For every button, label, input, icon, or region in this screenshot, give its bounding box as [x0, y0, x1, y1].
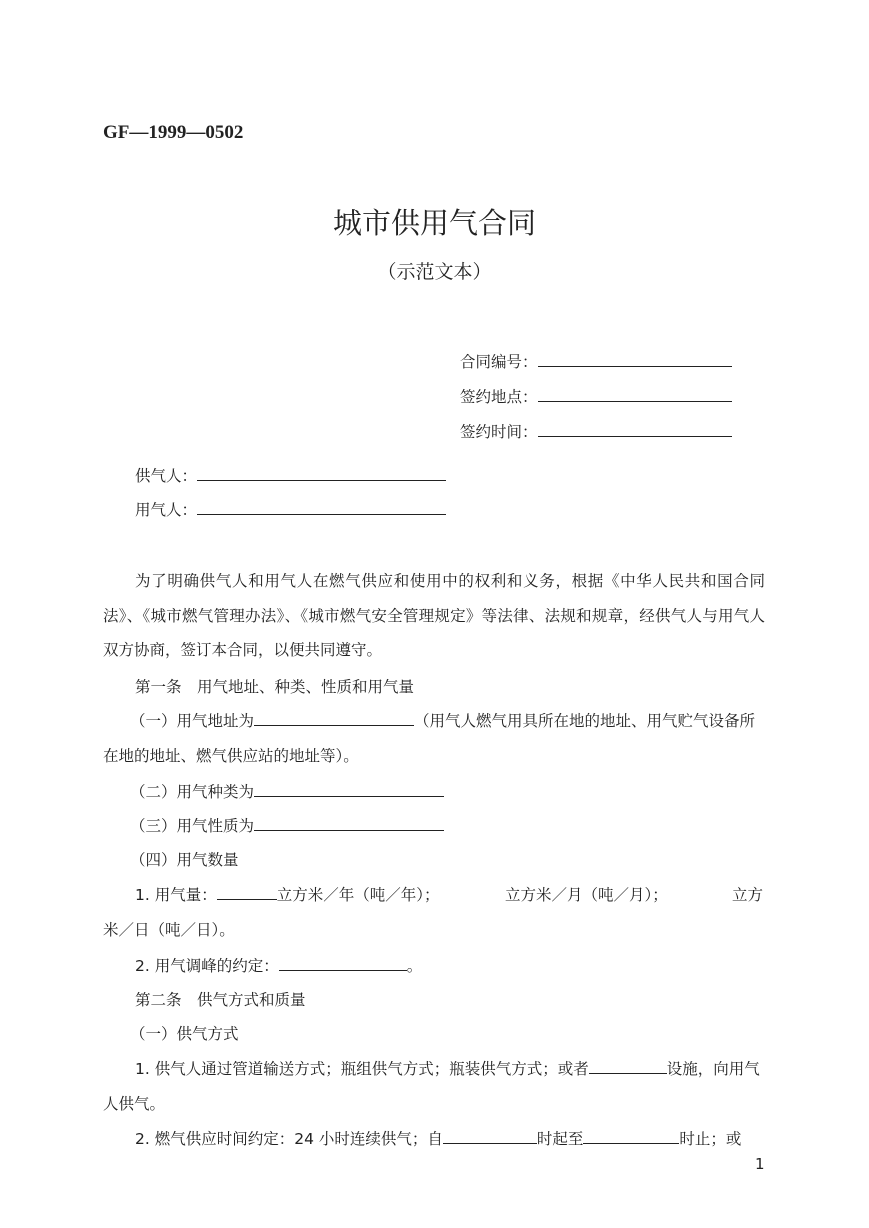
document-title: 城市供用气合同: [332, 206, 536, 240]
time-label: 2. 燃气供应时间约定：24 小时连续供气；自: [135, 1130, 443, 1148]
volume-unit-month: 立方米／月（吨／月）；: [505, 886, 668, 904]
time-to: 时止；或: [679, 1130, 742, 1148]
method-text: 1. 供气人通过管道输送方式；瓶组供气方式；瓶装供气方式；或者: [135, 1060, 589, 1078]
preamble-paragraph: 为了明确供气人和用气人在燃气供应和使用中的权利和义务，根据《中华人民共和国合同法》、《城市燃气管理办法》、《城市燃气安全管理规定》等法律、法规和规章，经供气人与用气人双方协商，签订本合同，以便共同遵守。: [103, 572, 765, 659]
article2-sub1: （一）供气方式: [130, 1025, 239, 1043]
signing-time-label: 签约时间：: [460, 423, 538, 441]
item1-label: （一）用气地址为: [130, 712, 255, 730]
user-blank[interactable]: [197, 500, 446, 515]
signing-place-blank[interactable]: [538, 387, 732, 402]
method-tail: 人供气。: [103, 1095, 166, 1113]
supplier-field: [135, 466, 446, 486]
signing-place-field: [460, 387, 732, 407]
supply-method-line: [135, 1059, 760, 1079]
article1-item3: [130, 816, 444, 836]
peak-label: 2. 用气调峰的约定：: [135, 957, 279, 975]
contract-number-label: 合同编号：: [460, 353, 538, 371]
method-blank[interactable]: [589, 1059, 667, 1074]
volume-label: 1. 用气量：: [135, 886, 217, 904]
item1-note-start: （用气人燃气用具所在地的地址、用气贮气设备所: [414, 712, 756, 730]
time-from-blank[interactable]: [443, 1129, 537, 1144]
gas-type-blank[interactable]: [254, 782, 444, 797]
volume-unit-day-b: 米／日（吨／日）。: [103, 921, 235, 939]
gas-nature-blank[interactable]: [254, 816, 444, 831]
volume-unit-day-a: 立方: [732, 886, 764, 904]
contract-number-blank[interactable]: [538, 352, 732, 367]
volume-line: [135, 885, 439, 905]
supply-time-line: [135, 1129, 741, 1149]
gas-address-blank[interactable]: [254, 711, 414, 726]
standard-code: GF—1999—0502: [103, 122, 244, 143]
signing-time-field: [460, 422, 732, 442]
contract-number-field: [460, 352, 732, 372]
peak-blank[interactable]: [279, 956, 407, 971]
item2-label: （二）用气种类为: [130, 783, 255, 801]
article1-item4: （四）用气数量: [130, 851, 239, 869]
supplier-blank[interactable]: [197, 466, 446, 481]
signing-place-label: 签约地点：: [460, 388, 538, 406]
article1-item1: [130, 711, 755, 731]
page-number: 1: [755, 1155, 765, 1173]
supplier-label: 供气人：: [135, 467, 198, 485]
method-suffix: 设施，向用气: [666, 1060, 760, 1078]
document-subtitle: （示范文本）: [377, 261, 492, 283]
peak-end: 。: [406, 957, 423, 975]
article1-item1-cont: 在地的地址、燃气供应站的地址等）。: [103, 747, 359, 765]
time-from: 时起至: [536, 1130, 584, 1148]
user-field: [135, 500, 446, 520]
article1-heading: 第一条 用气地址、种类、性质和用气量: [135, 678, 415, 696]
item3-label: （三）用气性质为: [130, 817, 255, 835]
article1-item2: [130, 782, 444, 802]
time-to-blank[interactable]: [583, 1129, 679, 1144]
volume-year-blank[interactable]: [217, 885, 277, 900]
user-label: 用气人：: [135, 501, 198, 519]
peak-line: [135, 956, 422, 976]
signing-time-blank[interactable]: [538, 422, 732, 437]
article2-heading: 第二条 供气方式和质量: [135, 991, 306, 1009]
volume-unit-year: 立方米／年（吨／年）；: [276, 886, 440, 904]
